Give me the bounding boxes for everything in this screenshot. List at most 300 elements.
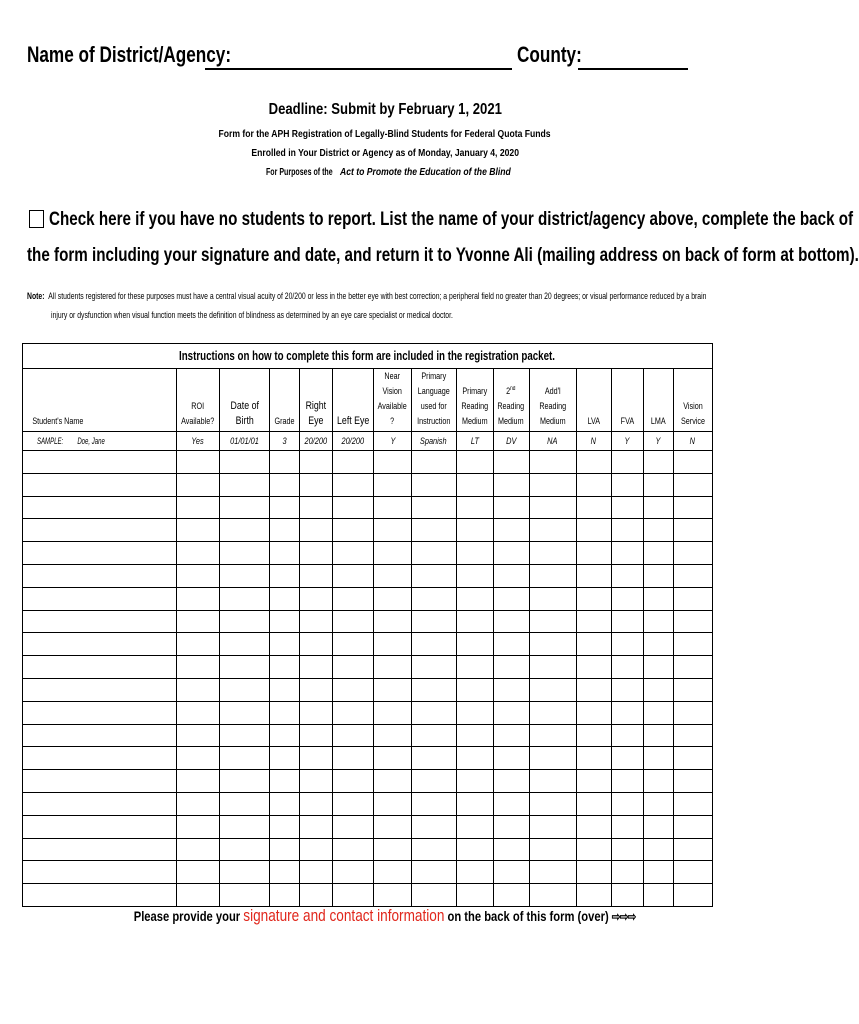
table-cell-input[interactable] (374, 473, 411, 496)
table-cell-input[interactable] (576, 610, 611, 633)
table-cell-input[interactable] (529, 678, 576, 701)
table-cell-input[interactable] (177, 519, 220, 542)
table-cell-input[interactable] (23, 496, 177, 519)
table-cell-input[interactable] (643, 792, 673, 815)
table-cell-input[interactable] (643, 587, 673, 610)
table-cell-input[interactable] (270, 519, 300, 542)
table-cell-input[interactable] (611, 678, 643, 701)
table-cell-input[interactable] (643, 610, 673, 633)
table-cell-input[interactable] (493, 564, 529, 587)
table-cell-input[interactable] (456, 451, 493, 474)
table-cell-input[interactable] (220, 701, 270, 724)
table-cell-input[interactable] (333, 884, 374, 907)
table-cell-input[interactable] (493, 542, 529, 565)
table-cell-input[interactable] (673, 678, 712, 701)
table-cell-input[interactable] (177, 701, 220, 724)
table-cell-input[interactable] (333, 861, 374, 884)
table-cell-input[interactable] (611, 861, 643, 884)
table-cell-input[interactable] (411, 724, 456, 747)
table-cell-input[interactable] (411, 587, 456, 610)
table-cell-input[interactable] (456, 473, 493, 496)
table-cell-input[interactable] (411, 451, 456, 474)
table-cell-input[interactable] (493, 519, 529, 542)
table-cell-input[interactable] (576, 792, 611, 815)
table-cell-input[interactable] (220, 861, 270, 884)
table-cell-input[interactable] (456, 678, 493, 701)
table-cell-input[interactable] (270, 770, 300, 793)
table-cell-input[interactable] (23, 519, 177, 542)
table-cell-input[interactable] (300, 884, 333, 907)
table-cell-input[interactable] (177, 884, 220, 907)
table-cell-input[interactable] (643, 564, 673, 587)
table-cell-input[interactable] (673, 610, 712, 633)
table-cell-input[interactable] (220, 542, 270, 565)
table-cell-input[interactable] (673, 633, 712, 656)
table-cell-input[interactable] (333, 451, 374, 474)
table-cell-input[interactable] (411, 884, 456, 907)
table-cell-input[interactable] (300, 815, 333, 838)
table-cell-input[interactable] (270, 496, 300, 519)
table-cell-input[interactable] (300, 633, 333, 656)
table-cell-input[interactable] (643, 656, 673, 679)
table-cell-input[interactable] (374, 633, 411, 656)
table-cell-input[interactable] (220, 884, 270, 907)
table-cell-input[interactable] (23, 473, 177, 496)
table-cell-input[interactable] (529, 724, 576, 747)
table-cell-input[interactable] (673, 587, 712, 610)
table-cell-input[interactable] (529, 770, 576, 793)
table-cell-input[interactable] (411, 861, 456, 884)
table-cell-input[interactable] (643, 724, 673, 747)
table-cell-input[interactable] (374, 656, 411, 679)
table-cell-input[interactable] (374, 610, 411, 633)
table-cell-input[interactable] (456, 519, 493, 542)
table-cell-input[interactable] (270, 861, 300, 884)
table-cell-input[interactable] (529, 496, 576, 519)
table-cell-input[interactable] (493, 747, 529, 770)
table-cell-input[interactable] (300, 587, 333, 610)
table-cell-input[interactable] (611, 610, 643, 633)
table-cell-input[interactable] (529, 451, 576, 474)
table-cell-input[interactable] (576, 747, 611, 770)
table-cell-input[interactable] (220, 770, 270, 793)
table-cell-input[interactable] (611, 542, 643, 565)
table-cell-input[interactable] (177, 770, 220, 793)
table-cell-input[interactable] (177, 564, 220, 587)
table-cell-input[interactable] (411, 815, 456, 838)
table-cell-input[interactable] (177, 496, 220, 519)
table-cell-input[interactable] (529, 542, 576, 565)
table-cell-input[interactable] (177, 815, 220, 838)
table-cell-input[interactable] (643, 678, 673, 701)
table-cell-input[interactable] (529, 884, 576, 907)
table-cell-input[interactable] (456, 656, 493, 679)
table-cell-input[interactable] (374, 451, 411, 474)
table-cell-input[interactable] (673, 724, 712, 747)
table-cell-input[interactable] (411, 678, 456, 701)
table-cell-input[interactable] (493, 496, 529, 519)
table-cell-input[interactable] (673, 542, 712, 565)
table-cell-input[interactable] (220, 451, 270, 474)
table-cell-input[interactable] (529, 564, 576, 587)
table-cell-input[interactable] (23, 587, 177, 610)
table-cell-input[interactable] (300, 496, 333, 519)
table-cell-input[interactable] (576, 724, 611, 747)
table-cell-input[interactable] (374, 587, 411, 610)
table-cell-input[interactable] (270, 564, 300, 587)
table-cell-input[interactable] (456, 792, 493, 815)
table-cell-input[interactable] (576, 678, 611, 701)
no-students-checkbox[interactable] (29, 210, 44, 228)
table-cell-input[interactable] (673, 770, 712, 793)
table-cell-input[interactable] (220, 656, 270, 679)
table-cell-input[interactable] (643, 838, 673, 861)
table-cell-input[interactable] (300, 610, 333, 633)
table-cell-input[interactable] (576, 473, 611, 496)
table-cell-input[interactable] (23, 564, 177, 587)
table-cell-input[interactable] (456, 496, 493, 519)
table-cell-input[interactable] (270, 815, 300, 838)
table-cell-input[interactable] (493, 656, 529, 679)
table-cell-input[interactable] (611, 473, 643, 496)
table-cell-input[interactable] (673, 496, 712, 519)
table-cell-input[interactable] (456, 747, 493, 770)
table-cell-input[interactable] (611, 792, 643, 815)
table-cell-input[interactable] (177, 473, 220, 496)
table-cell-input[interactable] (643, 542, 673, 565)
table-cell-input[interactable] (529, 656, 576, 679)
table-cell-input[interactable] (374, 861, 411, 884)
table-cell-input[interactable] (643, 884, 673, 907)
table-cell-input[interactable] (576, 519, 611, 542)
table-cell-input[interactable] (300, 770, 333, 793)
table-cell-input[interactable] (270, 473, 300, 496)
table-cell-input[interactable] (177, 542, 220, 565)
table-cell-input[interactable] (456, 724, 493, 747)
table-cell-input[interactable] (493, 701, 529, 724)
table-cell-input[interactable] (529, 815, 576, 838)
table-cell-input[interactable] (493, 792, 529, 815)
table-cell-input[interactable] (177, 838, 220, 861)
table-cell-input[interactable] (333, 542, 374, 565)
table-cell-input[interactable] (611, 451, 643, 474)
table-cell-input[interactable] (611, 587, 643, 610)
table-cell-input[interactable] (270, 587, 300, 610)
table-cell-input[interactable] (576, 542, 611, 565)
table-cell-input[interactable] (411, 519, 456, 542)
table-cell-input[interactable] (300, 747, 333, 770)
table-cell-input[interactable] (576, 564, 611, 587)
table-cell-input[interactable] (456, 701, 493, 724)
table-cell-input[interactable] (611, 656, 643, 679)
table-cell-input[interactable] (673, 747, 712, 770)
table-cell-input[interactable] (333, 701, 374, 724)
table-cell-input[interactable] (300, 519, 333, 542)
table-cell-input[interactable] (611, 519, 643, 542)
table-cell-input[interactable] (456, 861, 493, 884)
table-cell-input[interactable] (643, 496, 673, 519)
table-cell-input[interactable] (270, 678, 300, 701)
table-cell-input[interactable] (643, 633, 673, 656)
table-cell-input[interactable] (220, 564, 270, 587)
table-cell-input[interactable] (23, 861, 177, 884)
table-cell-input[interactable] (220, 496, 270, 519)
table-cell-input[interactable] (220, 724, 270, 747)
table-cell-input[interactable] (300, 724, 333, 747)
table-cell-input[interactable] (576, 496, 611, 519)
table-cell-input[interactable] (611, 701, 643, 724)
table-cell-input[interactable] (456, 542, 493, 565)
table-cell-input[interactable] (611, 633, 643, 656)
table-cell-input[interactable] (529, 861, 576, 884)
table-cell-input[interactable] (23, 633, 177, 656)
table-cell-input[interactable] (333, 815, 374, 838)
table-cell-input[interactable] (576, 633, 611, 656)
table-cell-input[interactable] (411, 701, 456, 724)
table-cell-input[interactable] (576, 587, 611, 610)
table-cell-input[interactable] (374, 792, 411, 815)
table-cell-input[interactable] (374, 747, 411, 770)
table-cell-input[interactable] (576, 656, 611, 679)
table-cell-input[interactable] (456, 770, 493, 793)
table-cell-input[interactable] (333, 656, 374, 679)
table-cell-input[interactable] (300, 792, 333, 815)
table-cell-input[interactable] (493, 473, 529, 496)
table-cell-input[interactable] (220, 633, 270, 656)
table-cell-input[interactable] (177, 633, 220, 656)
table-cell-input[interactable] (220, 815, 270, 838)
table-cell-input[interactable] (333, 587, 374, 610)
table-cell-input[interactable] (673, 861, 712, 884)
table-cell-input[interactable] (300, 861, 333, 884)
table-cell-input[interactable] (611, 884, 643, 907)
table-cell-input[interactable] (529, 519, 576, 542)
table-cell-input[interactable] (23, 724, 177, 747)
table-cell-input[interactable] (493, 815, 529, 838)
table-cell-input[interactable] (177, 747, 220, 770)
table-cell-input[interactable] (300, 701, 333, 724)
table-cell-input[interactable] (493, 838, 529, 861)
table-cell-input[interactable] (643, 770, 673, 793)
table-cell-input[interactable] (270, 542, 300, 565)
table-cell-input[interactable] (411, 792, 456, 815)
table-cell-input[interactable] (456, 633, 493, 656)
table-cell-input[interactable] (411, 633, 456, 656)
table-cell-input[interactable] (23, 656, 177, 679)
table-cell-input[interactable] (529, 701, 576, 724)
table-cell-input[interactable] (493, 724, 529, 747)
district-input-line[interactable] (205, 68, 512, 70)
table-cell-input[interactable] (23, 678, 177, 701)
table-cell-input[interactable] (220, 678, 270, 701)
table-cell-input[interactable] (300, 451, 333, 474)
table-cell-input[interactable] (333, 564, 374, 587)
table-cell-input[interactable] (643, 747, 673, 770)
table-cell-input[interactable] (300, 473, 333, 496)
table-cell-input[interactable] (220, 587, 270, 610)
table-cell-input[interactable] (529, 633, 576, 656)
table-cell-input[interactable] (300, 838, 333, 861)
table-cell-input[interactable] (673, 519, 712, 542)
table-cell-input[interactable] (270, 838, 300, 861)
table-cell-input[interactable] (270, 451, 300, 474)
table-cell-input[interactable] (374, 496, 411, 519)
table-cell-input[interactable] (23, 838, 177, 861)
table-cell-input[interactable] (374, 724, 411, 747)
table-cell-input[interactable] (493, 861, 529, 884)
table-cell-input[interactable] (333, 519, 374, 542)
table-cell-input[interactable] (23, 792, 177, 815)
table-cell-input[interactable] (411, 564, 456, 587)
table-cell-input[interactable] (611, 496, 643, 519)
table-cell-input[interactable] (576, 701, 611, 724)
table-cell-input[interactable] (220, 838, 270, 861)
table-cell-input[interactable] (333, 747, 374, 770)
table-cell-input[interactable] (374, 701, 411, 724)
table-cell-input[interactable] (673, 701, 712, 724)
table-cell-input[interactable] (493, 587, 529, 610)
table-cell-input[interactable] (673, 792, 712, 815)
table-cell-input[interactable] (456, 587, 493, 610)
table-cell-input[interactable] (333, 496, 374, 519)
table-cell-input[interactable] (270, 792, 300, 815)
table-cell-input[interactable] (529, 747, 576, 770)
table-cell-input[interactable] (611, 815, 643, 838)
table-cell-input[interactable] (333, 838, 374, 861)
table-cell-input[interactable] (374, 884, 411, 907)
table-cell-input[interactable] (456, 610, 493, 633)
table-cell-input[interactable] (493, 884, 529, 907)
table-cell-input[interactable] (23, 770, 177, 793)
table-cell-input[interactable] (300, 656, 333, 679)
table-cell-input[interactable] (611, 724, 643, 747)
table-cell-input[interactable] (374, 815, 411, 838)
table-cell-input[interactable] (220, 792, 270, 815)
table-cell-input[interactable] (333, 610, 374, 633)
table-cell-input[interactable] (643, 861, 673, 884)
table-cell-input[interactable] (643, 519, 673, 542)
table-cell-input[interactable] (411, 656, 456, 679)
table-cell-input[interactable] (374, 678, 411, 701)
table-cell-input[interactable] (611, 564, 643, 587)
table-cell-input[interactable] (333, 473, 374, 496)
table-cell-input[interactable] (411, 542, 456, 565)
table-cell-input[interactable] (411, 473, 456, 496)
table-cell-input[interactable] (220, 610, 270, 633)
table-cell-input[interactable] (673, 838, 712, 861)
table-cell-input[interactable] (493, 678, 529, 701)
table-cell-input[interactable] (576, 770, 611, 793)
table-cell-input[interactable] (611, 838, 643, 861)
table-cell-input[interactable] (456, 884, 493, 907)
table-cell-input[interactable] (333, 792, 374, 815)
table-cell-input[interactable] (673, 473, 712, 496)
table-cell-input[interactable] (177, 451, 220, 474)
table-cell-input[interactable] (333, 770, 374, 793)
table-cell-input[interactable] (220, 519, 270, 542)
table-cell-input[interactable] (270, 633, 300, 656)
table-cell-input[interactable] (456, 564, 493, 587)
table-cell-input[interactable] (177, 610, 220, 633)
table-cell-input[interactable] (673, 656, 712, 679)
table-cell-input[interactable] (529, 587, 576, 610)
table-cell-input[interactable] (23, 610, 177, 633)
table-cell-input[interactable] (177, 587, 220, 610)
table-cell-input[interactable] (270, 610, 300, 633)
table-cell-input[interactable] (529, 610, 576, 633)
table-cell-input[interactable] (643, 451, 673, 474)
table-cell-input[interactable] (529, 792, 576, 815)
table-cell-input[interactable] (333, 633, 374, 656)
table-cell-input[interactable] (493, 633, 529, 656)
table-cell-input[interactable] (673, 815, 712, 838)
table-cell-input[interactable] (673, 564, 712, 587)
table-cell-input[interactable] (456, 838, 493, 861)
table-cell-input[interactable] (611, 770, 643, 793)
table-cell-input[interactable] (643, 815, 673, 838)
table-cell-input[interactable] (23, 815, 177, 838)
table-cell-input[interactable] (333, 678, 374, 701)
table-cell-input[interactable] (529, 473, 576, 496)
table-cell-input[interactable] (576, 451, 611, 474)
table-cell-input[interactable] (300, 542, 333, 565)
table-cell-input[interactable] (529, 838, 576, 861)
table-cell-input[interactable] (23, 701, 177, 724)
table-cell-input[interactable] (576, 815, 611, 838)
table-cell-input[interactable] (270, 747, 300, 770)
table-cell-input[interactable] (493, 770, 529, 793)
table-cell-input[interactable] (177, 861, 220, 884)
table-cell-input[interactable] (411, 838, 456, 861)
table-cell-input[interactable] (300, 678, 333, 701)
table-cell-input[interactable] (270, 656, 300, 679)
table-cell-input[interactable] (374, 564, 411, 587)
table-cell-input[interactable] (411, 770, 456, 793)
table-cell-input[interactable] (643, 473, 673, 496)
table-cell-input[interactable] (611, 747, 643, 770)
table-cell-input[interactable] (333, 724, 374, 747)
table-cell-input[interactable] (220, 473, 270, 496)
table-cell-input[interactable] (643, 701, 673, 724)
table-cell-input[interactable] (576, 884, 611, 907)
table-cell-input[interactable] (270, 884, 300, 907)
table-cell-input[interactable] (220, 747, 270, 770)
table-cell-input[interactable] (576, 861, 611, 884)
table-cell-input[interactable] (576, 838, 611, 861)
table-cell-input[interactable] (23, 542, 177, 565)
table-cell-input[interactable] (300, 564, 333, 587)
table-cell-input[interactable] (374, 838, 411, 861)
table-cell-input[interactable] (374, 519, 411, 542)
table-cell-input[interactable] (177, 792, 220, 815)
table-cell-input[interactable] (270, 701, 300, 724)
table-cell-input[interactable] (177, 656, 220, 679)
table-cell-input[interactable] (23, 451, 177, 474)
table-cell-input[interactable] (411, 747, 456, 770)
table-cell-input[interactable] (673, 451, 712, 474)
county-input-line[interactable] (578, 68, 688, 70)
table-cell-input[interactable] (456, 815, 493, 838)
table-cell-input[interactable] (411, 610, 456, 633)
table-cell-input[interactable] (270, 724, 300, 747)
table-cell-input[interactable] (23, 884, 177, 907)
table-cell-input[interactable] (673, 884, 712, 907)
table-cell-input[interactable] (374, 770, 411, 793)
table-cell-input[interactable] (177, 678, 220, 701)
table-cell-input[interactable] (493, 610, 529, 633)
table-cell-input[interactable] (374, 542, 411, 565)
table-cell-input[interactable] (23, 747, 177, 770)
